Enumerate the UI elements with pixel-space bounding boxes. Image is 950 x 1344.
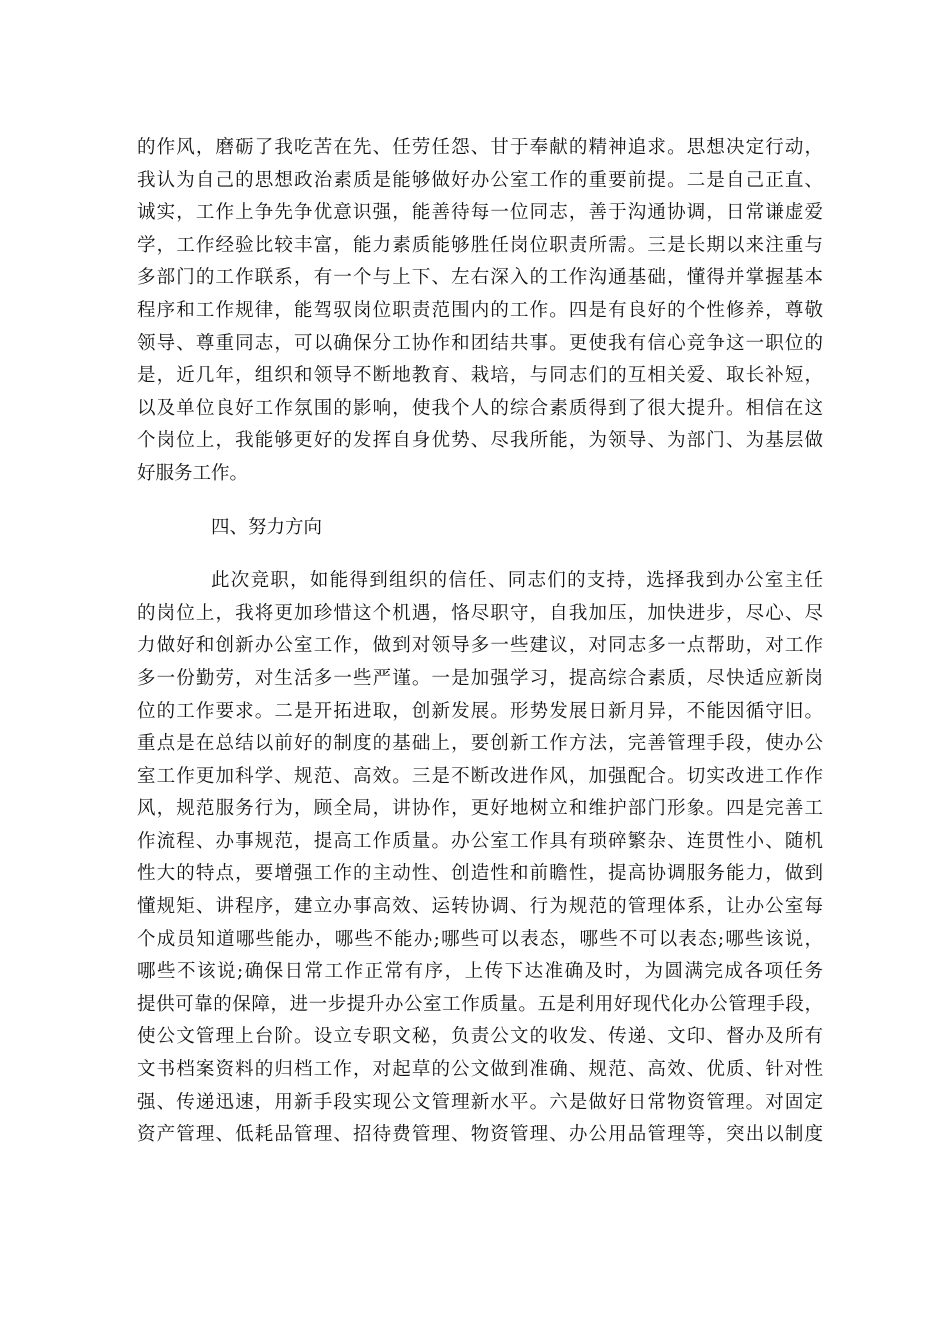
paragraph-spacer [137, 544, 823, 565]
paragraph-2-line: 位的工作要求。二是开拓进取，创新发展。形势发展日新月异，不能因循守旧。 [137, 700, 823, 722]
paragraph-2-line: 懂规矩、讲程序，建立办事高效、运转协调、行为规范的管理体系，让办公室每 [137, 896, 823, 918]
paragraph-2-line: 此次竞职，如能得到组织的信任、同志们的支持，选择我到办公室主任 [211, 570, 823, 592]
paragraph-1-line: 程序和工作规律，能驾驭岗位职责范围内的工作。四是有良好的个性修养，尊敬 [137, 299, 823, 321]
paragraph-2-line: 多一份勤劳，对生活多一些严谨。一是加强学习，提高综合素质，尽快适应新岗 [137, 667, 823, 689]
paragraph-2-line: 作流程、办事规范，提高工作质量。办公室工作具有琐碎繁杂、连贯性小、随机 [137, 830, 823, 852]
paragraph-1-line: 好服务工作。 [137, 462, 249, 484]
paragraph-1-line: 我认为自己的思想政治素质是能够做好办公室工作的重要前提。二是自己正直、 [137, 169, 823, 191]
paragraph-2-line: 强、传递迅速，用新手段实现公文管理新水平。六是做好日常物资管理。对固定 [137, 1091, 823, 1113]
paragraph-2-line: 的岗位上，我将更加珍惜这个机遇，恪尽职守，自我加压，加快进步，尽心、尽 [137, 602, 823, 624]
paragraph-2-line: 资产管理、低耗品管理、招待费管理、物资管理、办公用品管理等，突出以制度 [137, 1124, 823, 1146]
paragraph-2-line: 性大的特点，要增强工作的主动性、创造性和前瞻性，提高协调服务能力，做到 [137, 863, 823, 885]
paragraph-2-line: 室工作更加科学、规范、高效。三是不断改进作风，加强配合。切实改进工作作 [137, 765, 823, 787]
paragraph-spacer [137, 491, 823, 512]
paragraph-2-line: 哪些不该说;确保日常工作正常有序，上传下达准确及时，为圆满完成各项任务 [137, 961, 823, 983]
paragraph-2-line: 提供可靠的保障，进一步提升办公室工作质量。五是利用好现代化办公管理手段， [137, 993, 823, 1015]
paragraph-1-line: 以及单位良好工作氛围的影响，使我个人的综合素质得到了很大提升。相信在这 [137, 397, 823, 419]
paragraph-1 [137, 132, 823, 491]
paragraph-2-line: 文书档案资料的归档工作，对起草的公文做到准确、规范、高效、优质、针对性 [137, 1059, 823, 1081]
paragraph-1-line: 的作风，磨砺了我吃苦在先、任劳任怨、甘于奉献的精神追求。思想决定行动， [137, 137, 823, 158]
paragraph-1-line: 是，近几年，组织和领导不断地教育、栽培，与同志们的互相关爱、取长补短， [137, 365, 823, 387]
paragraph-2-line: 个成员知道哪些能办，哪些不能办;哪些可以表态，哪些不可以表态;哪些该说， [137, 928, 823, 950]
paragraph-1-line: 领导、尊重同志，可以确保分工协作和团结共事。更使我有信心竞争这一职位的 [137, 332, 823, 354]
paragraph-1-line: 学，工作经验比较丰富，能力素质能够胜任岗位职责所需。三是长期以来注重与 [137, 234, 823, 256]
paragraph-2-line: 重点是在总结以前好的制度的基础上，要创新工作方法，完善管理手段，使办公 [137, 733, 823, 755]
paragraph-2-line: 力做好和创新办公室工作，做到对领导多一些建议，对同志多一点帮助，对工作 [137, 635, 823, 657]
document-page [137, 132, 823, 1152]
paragraph-1-line: 个岗位上，我能够更好的发挥自身优势、尽我所能，为领导、为部门、为基层做 [137, 430, 823, 452]
paragraph-2 [137, 565, 823, 1152]
paragraph-2-line: 使公文管理上台阶。设立专职文秘，负责公文的收发、传递、文印、督办及所有 [137, 1026, 823, 1048]
paragraph-2-line: 风，规范服务行为，顾全局，讲协作，更好地树立和维护部门形象。四是完善工 [137, 798, 823, 820]
paragraph-1-line: 诚实，工作上争先争优意识强，能善待每一位同志，善于沟通协调，日常谦虚爱 [137, 202, 823, 224]
section-heading: 四、努力方向 [211, 516, 323, 538]
paragraph-1-line: 多部门的工作联系，有一个与上下、左右深入的工作沟通基础，懂得并掌握基本 [137, 267, 823, 289]
